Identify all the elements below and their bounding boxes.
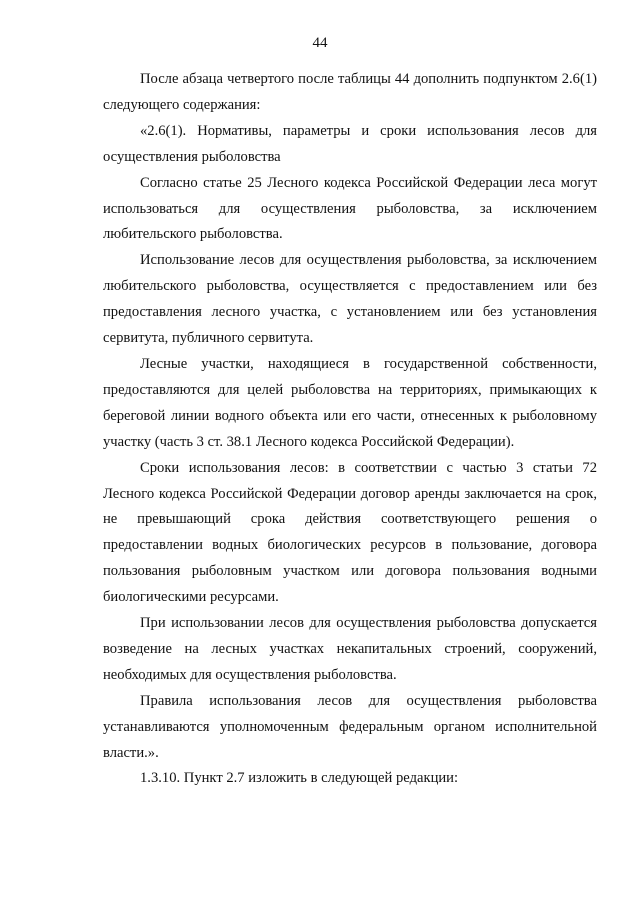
page-number: 44 — [312, 35, 328, 51]
paragraph-forest-use: Использование лесов для осуществления рыболовства, за исключением любительского рыболовства, осуществляется с предоставлением или без предоставления лесного участка, с установлением или без установления сервитута, публичного сервитута. — [103, 252, 597, 347]
paragraph-use-terms: Сроки использования лесов: в соответствии с частью 3 статьи 72 Лесного кодекса Российской Федерации договор аренды заключается на срок, не превышающий срока действия соответствующего решения о предоставлении водных биологических ресурсов в пользование, договора пользования рыболовным участком или договора пользования водными биологическими ресурсами. — [103, 459, 597, 606]
paragraph-article-25: Согласно статье 25 Лесного кодекса Российской Федерации леса могут использоваться для осуществления рыболовства, за исключением любительского рыболовства. — [103, 174, 597, 243]
paragraph-temporary-structures: При использовании лесов для осуществления рыболовства допускается возведение на лесных участках некапитальных строений, сооружений, необходимых для осуществления рыболовства. — [103, 615, 597, 683]
paragraph-intro: После абзаца четвертого после таблицы 44 дополнить подпунктом 2.6(1) следующего содержания: — [103, 71, 597, 113]
paragraph-item-1-3-10: 1.3.10. Пункт 2.7 изложить в следующей редакции: — [140, 770, 459, 787]
paragraph-forest-plots: Лесные участки, находящиеся в государственной собственности, предоставляются для целей рыболовства на территориях, примыкающих к береговой линии водного объекта или его части, отнесенных к рыболовному участку (часть 3 ст. 38.1 Лесного кодекса Российской Федерации). — [103, 355, 597, 450]
paragraph-rules: Правила использования лесов для осуществления рыболовства устанавливаются уполномоченным федеральным органом исполнительной власти.». — [103, 692, 597, 761]
paragraph-subsection-heading: «2.6(1). Нормативы, параметры и сроки использования лесов для осуществления рыболовства — [103, 122, 597, 165]
document-body — [103, 67, 597, 792]
